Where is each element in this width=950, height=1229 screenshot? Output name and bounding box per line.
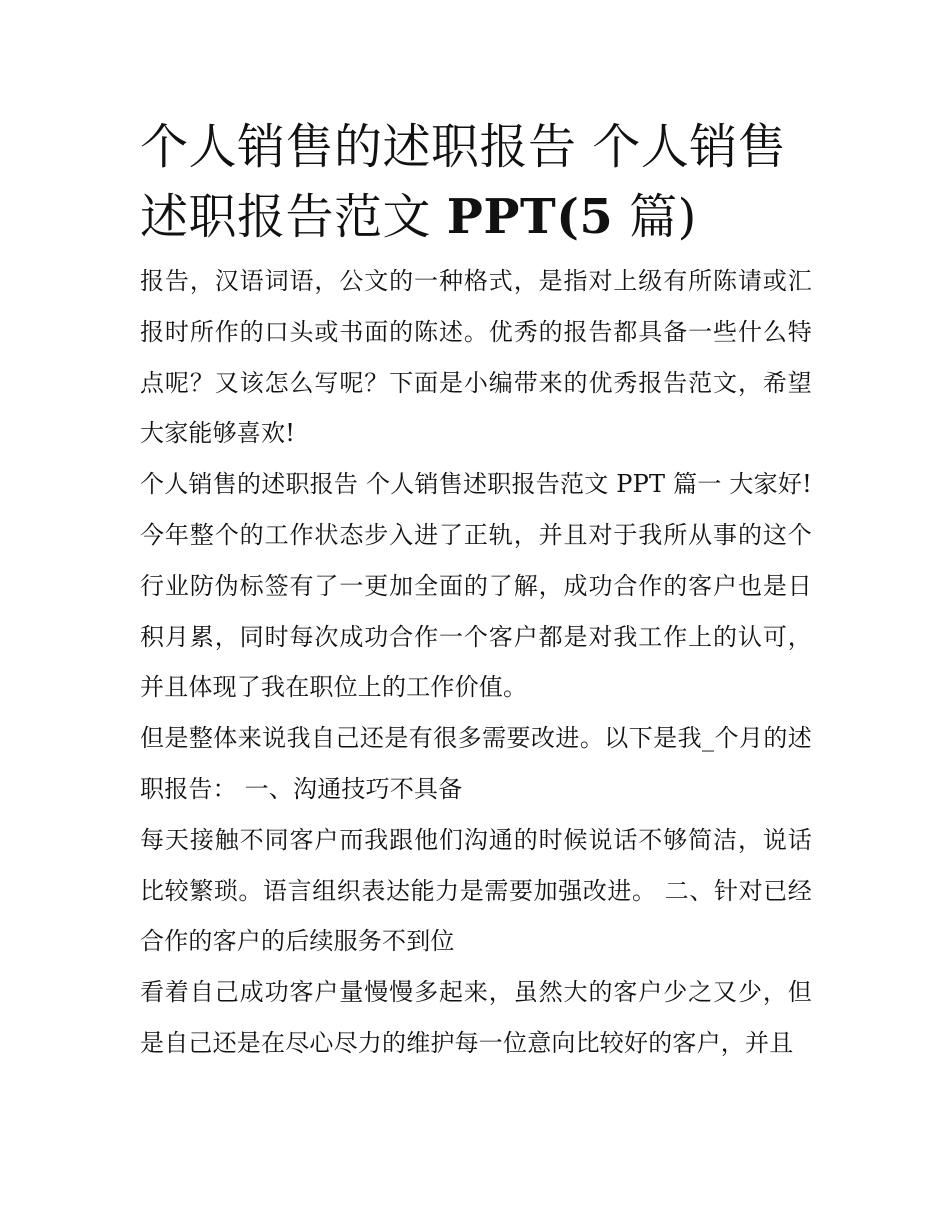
document-title [140, 112, 812, 252]
title-text-1: 个人销售的述职报告 个人销售述职报告范文 [140, 119, 787, 245]
paragraph-communication: 每天接触不同客户而我跟他们沟通的时候说话不够简洁，说话比较繁琐。语言组织表达能力是需要加强改进。 二、针对已经合作的客户的后续服务不到位 [140, 825, 812, 956]
document-page [140, 112, 812, 1069]
paragraph-improvement: 但是整体来说我自己还是有很多需要改进。以下是我_个月的述职报告： 一、沟通技巧不具备 [140, 724, 812, 803]
paragraph-section-1: 个人销售的述职报告 个人销售述职报告范文 PPT 篇一 大家好! 今年整个的工作状态步入进了正轨，并且对于我所从事的这个行业防伪标签有了一更加全面的了解，成功合作的客户也是日积月累，同时每次成功合作一个客户都是对我工作上的认可，并且体现了我在职位上的工作价值。 [140, 470, 812, 702]
paragraph-intro: 报告，汉语词语，公文的一种格式，是指对上级有所陈请或汇报时所作的口头或书面的陈述。优秀的报告都具备一些什么特点呢？又该怎么写呢？下面是小编带来的优秀报告范文，希望大家能够喜欢! [140, 267, 812, 448]
paragraph-customers: 看着自己成功客户量慢慢多起来，虽然大的客户少之又少，但是自己还是在尽心尽力的维护每一位意向比较好的客户，并且 [140, 978, 812, 1057]
title-text-3: 篇) [629, 189, 697, 245]
title-text-2: PPT(5 [446, 189, 614, 245]
